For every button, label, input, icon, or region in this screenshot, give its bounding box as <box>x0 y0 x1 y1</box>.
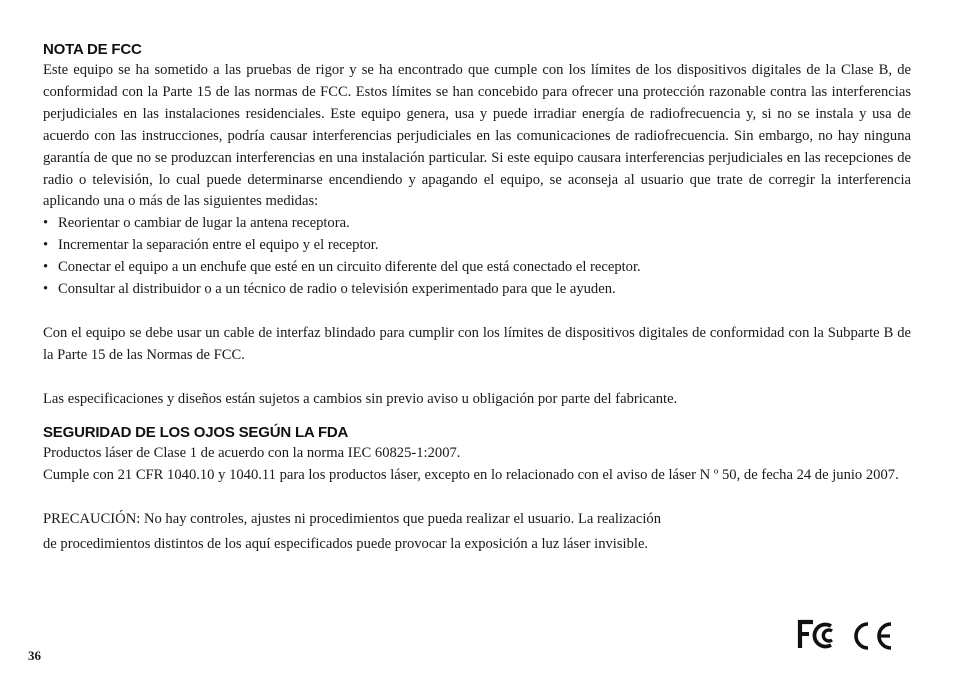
list-item-text: Consultar al distribuidor o a un técnico de radio o televisión experimentado para que le ayuden. <box>58 281 616 298</box>
specs-notice-paragraph: Las especificaciones y diseños están sujetos a cambios sin previo aviso u obligación por parte del fabricante. <box>43 390 678 407</box>
certification-logos <box>796 618 896 652</box>
fcc-logo-icon <box>800 622 832 648</box>
list-item-text: Incrementar la separación entre el equipo y el receptor. <box>58 237 379 254</box>
caution-line-1: PRECAUCIÓN: No hay controles, ajustes ni procedimientos que pueda realizar el usuario. La realización <box>43 511 662 528</box>
fcc-intro-paragraph: Este equipo se ha sometido a las pruebas de rigor y se ha encontrado que cumple con los límites de los dispositivos digitales de la Clase B, de conformidad con la Parte 15 de las normas de FCC. Estos límites se han concebido para ofrecer una protección razonable contra las interferencias perjudiciales en las instalaciones residenciales. Este equipo genera, usa y puede irradiar energía de radiofrecuencia y, si no se instala y usa de acuerdo con las instrucciones, podría causar interferencias perjudiciales en las comunicaciones de radiofrecuencia. Sin embargo, no hay ninguna garantía de que no se produzcan interferencias en una instalación particular. Si este equipo causara interferencias perjudiciales en las recepciones de radio o televisión, lo cual puede determinarse encendiendo y apagando el equipo, se aconseja al usuario que trate de corregir la interferencia aplicando una o más de las siguientes medidas: <box>43 62 911 210</box>
spacer <box>43 410 911 423</box>
spacer <box>43 487 911 509</box>
bullet-marker: • <box>43 281 49 298</box>
list-item <box>43 257 911 279</box>
cable-notice-paragraph: Con el equipo se debe usar un cable de interfaz blindado para cumplir con los límites de dispositivos digitales de conformidad con la Subparte B de la Parte 15 de las Normas de FCC. <box>43 324 911 363</box>
bullet-marker: • <box>43 215 49 232</box>
list-item <box>43 213 911 235</box>
fda-class-line: Productos láser de Clase 1 de acuerdo con la norma IEC 60825-1:2007. <box>43 445 461 462</box>
list-item-text: Conectar el equipo a un enchufe que esté en un circuito diferente del que está conectado el receptor. <box>58 259 641 276</box>
caution-line-2: de procedimientos distintos de los aquí especificados puede provocar la exposición a luz láser invisible. <box>43 536 649 553</box>
list-item-text: Reorientar o cambiar de lugar la antena receptora. <box>58 215 350 232</box>
list-item <box>43 235 911 257</box>
list-item <box>43 279 911 301</box>
bullet-marker: • <box>43 259 49 276</box>
ce-mark-icon <box>856 624 891 648</box>
fda-heading: SEGURIDAD DE LOS OJOS SEGÚN LA FDA <box>43 424 349 442</box>
fcc-heading: NOTA DE FCC <box>43 41 142 58</box>
document-page <box>43 40 911 556</box>
page-number: 36 <box>28 648 41 663</box>
spacer <box>43 367 911 389</box>
spacer <box>43 301 911 323</box>
fcc-measures-list <box>43 213 911 301</box>
fda-compliance-paragraph: Cumple con 21 CFR 1040.10 y 1040.11 para los productos láser, excepto en lo relacionado con el aviso de láser N º 50, de fecha 24 de junio 2007. <box>43 467 899 484</box>
bullet-marker: • <box>43 237 49 254</box>
